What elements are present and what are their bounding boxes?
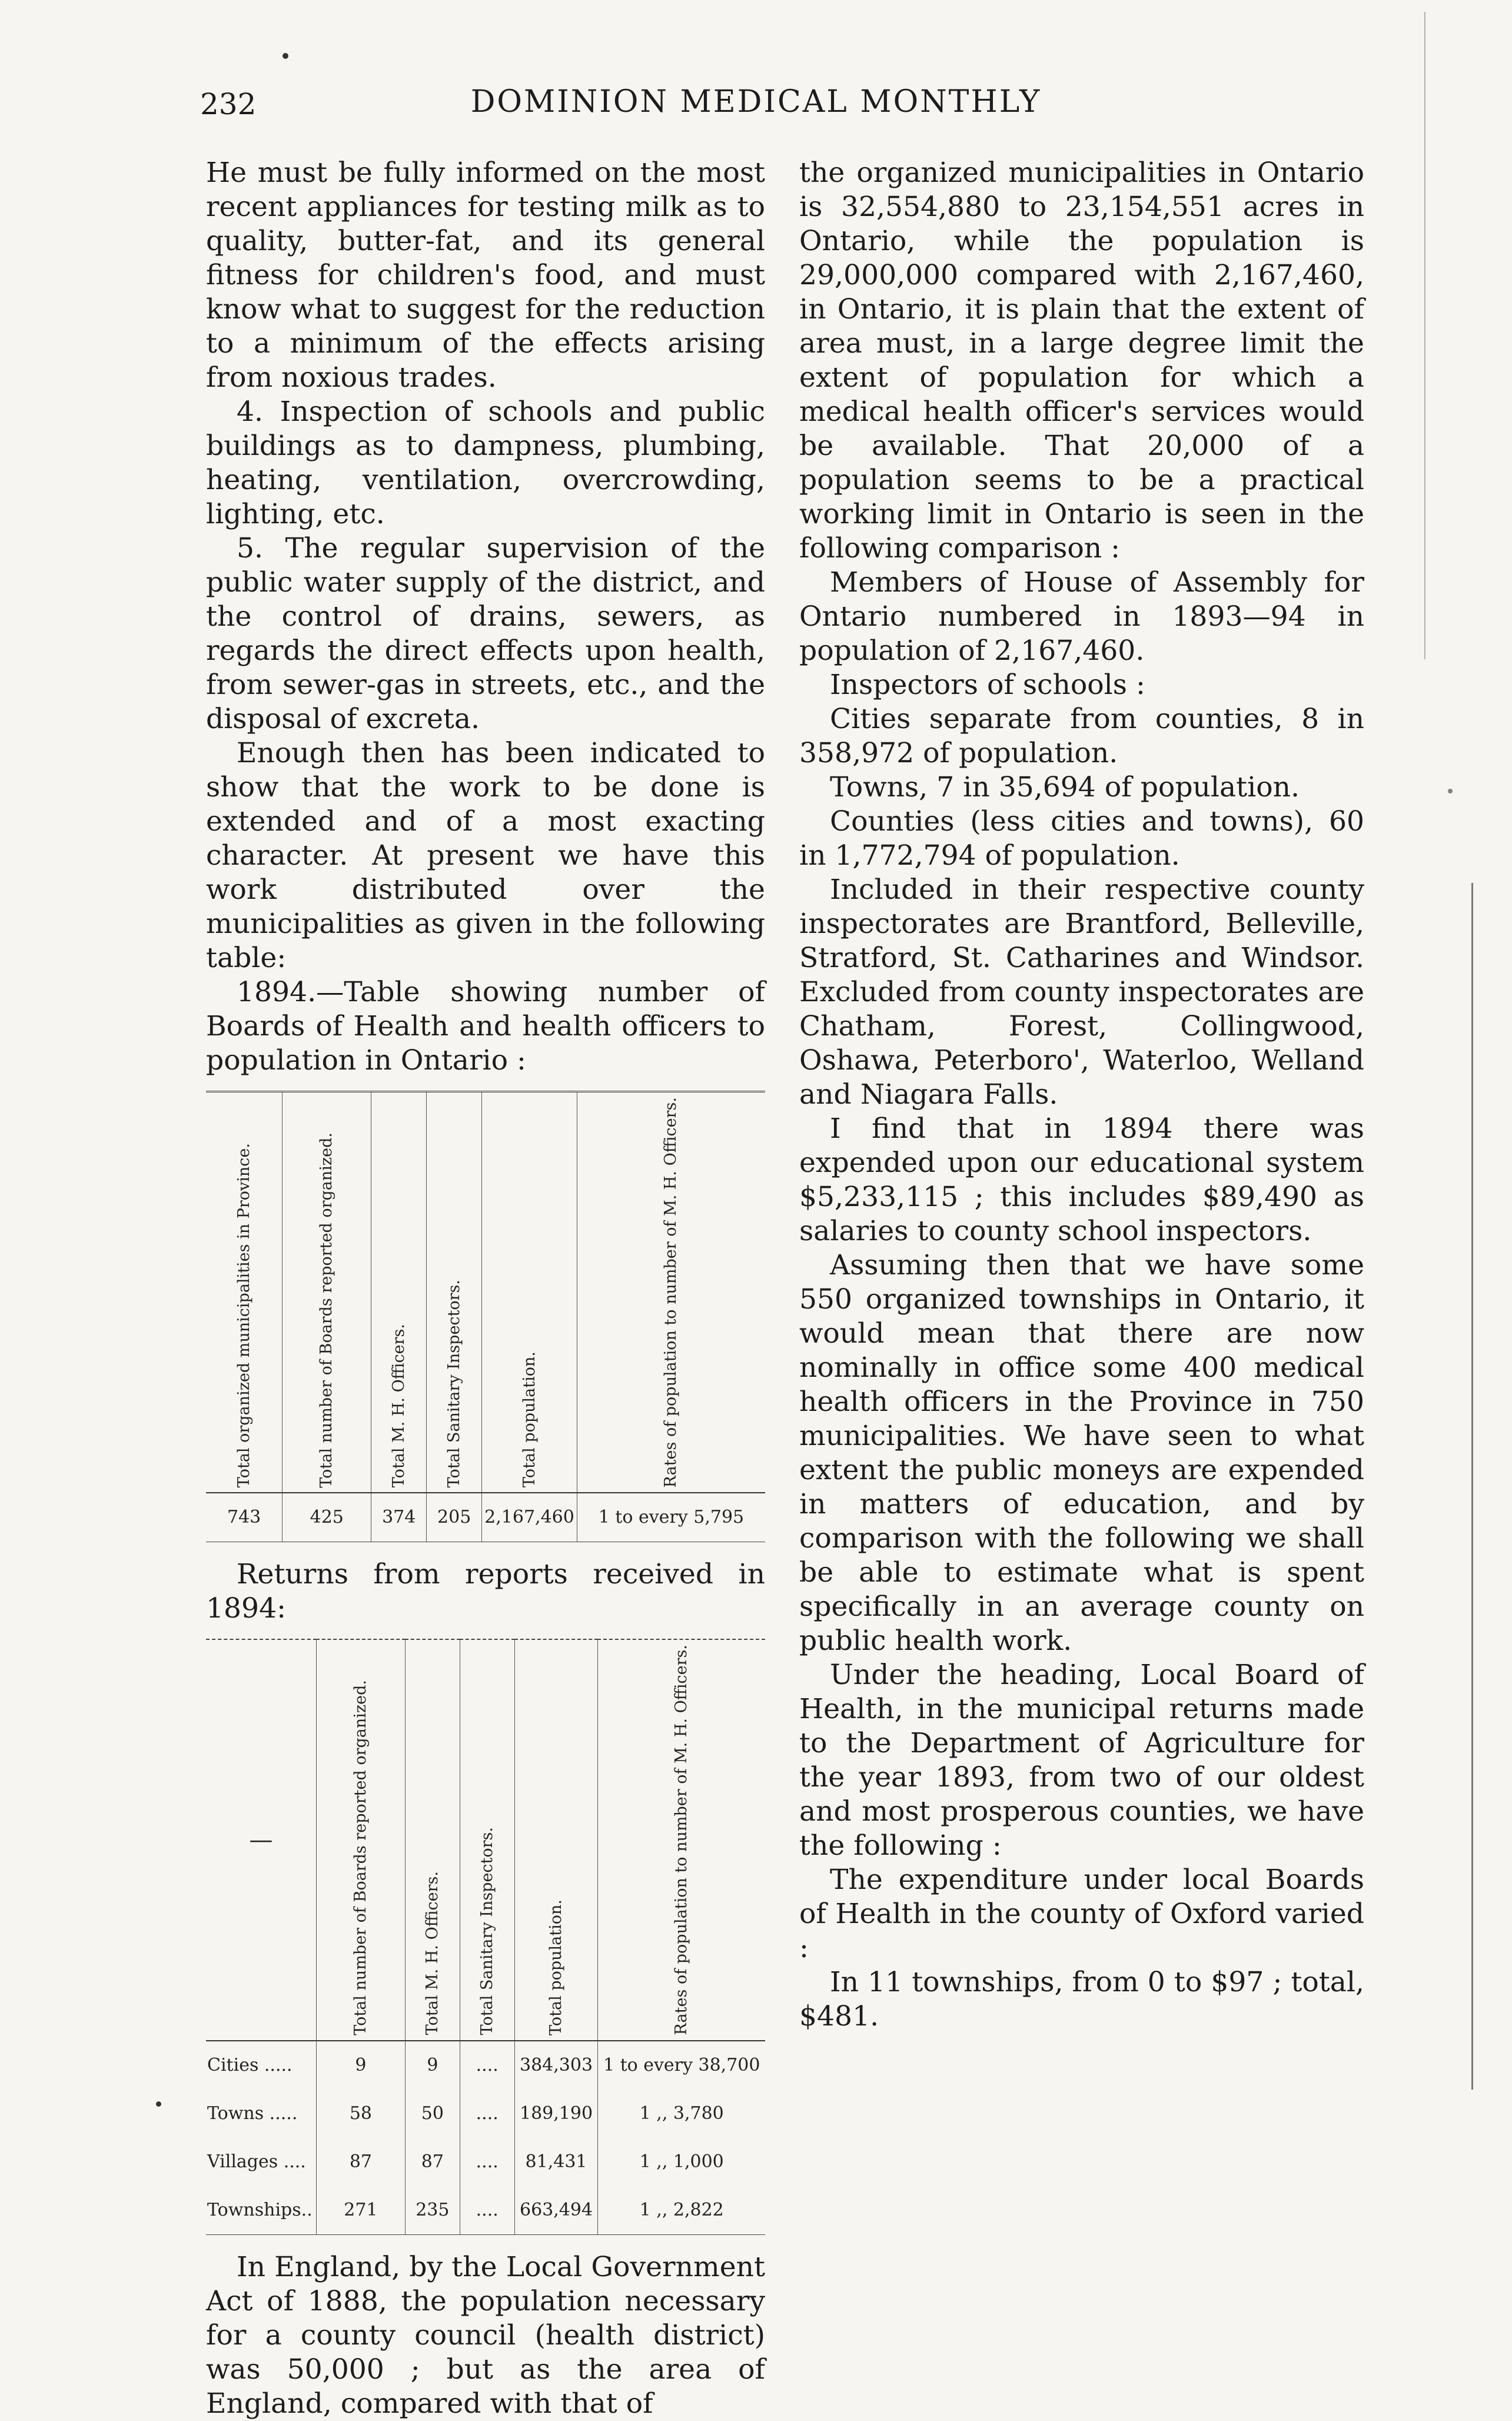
scan-speck — [283, 53, 288, 59]
table-cell: 2,167,460 — [482, 1493, 577, 1542]
scan-edge-line — [1424, 12, 1425, 659]
paragraph: 1894.—Table showing number of Boards of Health and health officers to population in Ontario : — [206, 976, 765, 1077]
row-label: Cities ..... — [207, 2054, 293, 2075]
paragraph: The expenditure under local Boards of Health in the county of Oxford varied : — [799, 1864, 1364, 1964]
table-cell: 9 — [316, 2041, 405, 2090]
column-header: Total population. — [520, 1351, 539, 1488]
column-header: Total M. H. Officers. — [423, 1871, 441, 2035]
scan-speck — [156, 2101, 161, 2107]
running-head: DOMINION MEDICAL MONTHLY — [470, 84, 1042, 119]
scan-speck — [1448, 789, 1453, 793]
row-label: Towns ..... — [207, 2103, 298, 2124]
paragraph: Counties (less cities and towns), 60 in 1,772,794 of population. — [799, 805, 1364, 872]
table-cell: 1 to every 38,700 — [598, 2041, 765, 2090]
paragraph: Cities separate from counties, 8 in 358,972 of population. — [799, 703, 1364, 769]
paragraph: the organized municipalities in Ontario is 32,554,880 to 23,154,551 acres in Ontario, while the population is 29,000,000 compared with 2,167,460, in Ontario, it is plain that the extent of area must, in a large degree limit the extent of population for which a medical health officer's services would be available. That 20,000 of a population seems to be a practical working limit in Ontario is seen in the following comparison : — [799, 157, 1364, 564]
table-row — [206, 2090, 765, 2138]
table-cell: 1 ,, 3,780 — [598, 2090, 765, 2138]
paragraph: Inspectors of schools : — [830, 669, 1145, 701]
paragraph: Included in their respective county inspectorates are Brantford, Belleville, Stratford, St. Catharines and Windsor. Excluded from county inspectorates are Chatham, Forest, Collingwood, Oshawa, Peterboro', Waterloo, Welland and Niagara Falls. — [799, 874, 1364, 1111]
scan-edge-line — [1471, 883, 1473, 2090]
paragraph: In England, by the Local Government Act of 1888, the population necessary for a county council (health district) was 50,000 ; but as the area of England, compared with that of — [206, 2250, 765, 2420]
table-row — [206, 1493, 765, 1542]
paragraph: Enough then has been indicated to show that the work to be done is extended and of a most exacting character. At present we have this work distributed over the municipalities as given in the following table: — [206, 737, 765, 974]
column-header: Rates of population to number of M. H. Officers. — [662, 1097, 680, 1488]
table-row — [206, 2041, 765, 2090]
paragraph: Members of House of Assembly for Ontario numbered in 1893—94 in population of 2,167,460. — [799, 566, 1364, 667]
table-cell: 205 — [427, 1493, 482, 1542]
table-cell: 1 ,, 2,822 — [598, 2186, 765, 2235]
column-header: Total number of Boards reported organized. — [317, 1132, 336, 1488]
returns-table — [206, 1639, 765, 2234]
table-cell: .... — [460, 2138, 514, 2186]
column-header: Rates of population to number of M. H. Officers. — [672, 1645, 691, 2035]
column-header: Total Sanitary Inspectors. — [444, 1279, 463, 1488]
paragraph: Assuming then that we have some 550 organized townships in Ontario, it would mean that there are now nominally in office some 400 medical health officers in the Province in 750 municipalities. We have seen to what extent the public moneys are expended in matters of education, and by comparison with the following we shall be able to estimate what is spent specifically in an average county on public health work. — [799, 1249, 1364, 1657]
paragraph: Returns from reports received in 1894: — [206, 1558, 765, 1625]
paragraph: 4. Inspection of schools and public buildings as to dampness, plumbing, heating, ventilation, overcrowding, lighting, etc. — [206, 396, 765, 530]
paragraph: Under the heading, Local Board of Health, in the municipal returns made to the Department of Agriculture for the year 1893, from two of our oldest and most prosperous counties, we have the following : — [799, 1659, 1364, 1862]
table-row — [206, 2138, 765, 2186]
boards-of-health-table — [206, 1091, 765, 1542]
table-cell: 235 — [405, 2186, 460, 2235]
table-cell: 87 — [405, 2138, 460, 2186]
table-cell: 9 — [405, 2041, 460, 2090]
left-column — [206, 156, 765, 2421]
column-header: Total Sanitary Inspectors. — [477, 1827, 496, 2035]
page-number: 232 — [200, 87, 257, 121]
column-header: Total organized municipalities in Province. — [234, 1143, 253, 1488]
paragraph: He must be fully informed on the most recent appliances for testing milk as to quality, butter-fat, and its general fitness for children's food, and must know what to suggest for the reduction to a minimum of the effects arising from noxious trades. — [206, 157, 765, 394]
table-row — [206, 2186, 765, 2235]
table-cell: 1 to every 5,795 — [577, 1493, 765, 1542]
table-cell: 271 — [316, 2186, 405, 2235]
table-cell: 374 — [371, 1493, 427, 1542]
column-header: Total M. H. Officers. — [389, 1324, 408, 1488]
table-cell: 50 — [405, 2090, 460, 2138]
paragraph: In 11 townships, from 0 to $97 ; total, $481. — [799, 1966, 1364, 2033]
table-cell: 1 ,, 1,000 — [598, 2138, 765, 2186]
table-cell: 425 — [283, 1493, 371, 1542]
row-label: Townships.. — [207, 2199, 313, 2220]
table-cell: .... — [460, 2090, 514, 2138]
paragraph: I find that in 1894 there was expended upon our educational system $5,233,115 ; this includes $89,490 as salaries to county school inspectors. — [799, 1112, 1364, 1247]
table-cell: 384,303 — [514, 2041, 598, 2090]
table-cell: 663,494 — [514, 2186, 598, 2235]
table-cell: 743 — [227, 1507, 261, 1528]
paragraph: Towns, 7 in 35,694 of population. — [830, 771, 1300, 803]
table-cell: 81,431 — [514, 2138, 598, 2186]
table-cell: 58 — [316, 2090, 405, 2138]
blank-header: — — [249, 1826, 273, 1854]
table-cell: 87 — [316, 2138, 405, 2186]
column-header: Total population. — [547, 1899, 566, 2035]
column-header: Total number of Boards reported organized. — [351, 1679, 370, 2035]
right-column — [799, 156, 1364, 2034]
table-cell: .... — [460, 2041, 514, 2090]
table-cell: .... — [460, 2186, 514, 2235]
paragraph: 5. The regular supervision of the public water supply of the district, and the control of drains, sewers, as regards the direct effects upon health, from sewer-gas in streets, etc., and the disposal of excreta. — [206, 532, 765, 735]
row-label: Villages .... — [207, 2151, 306, 2172]
table-cell: 189,190 — [514, 2090, 598, 2138]
